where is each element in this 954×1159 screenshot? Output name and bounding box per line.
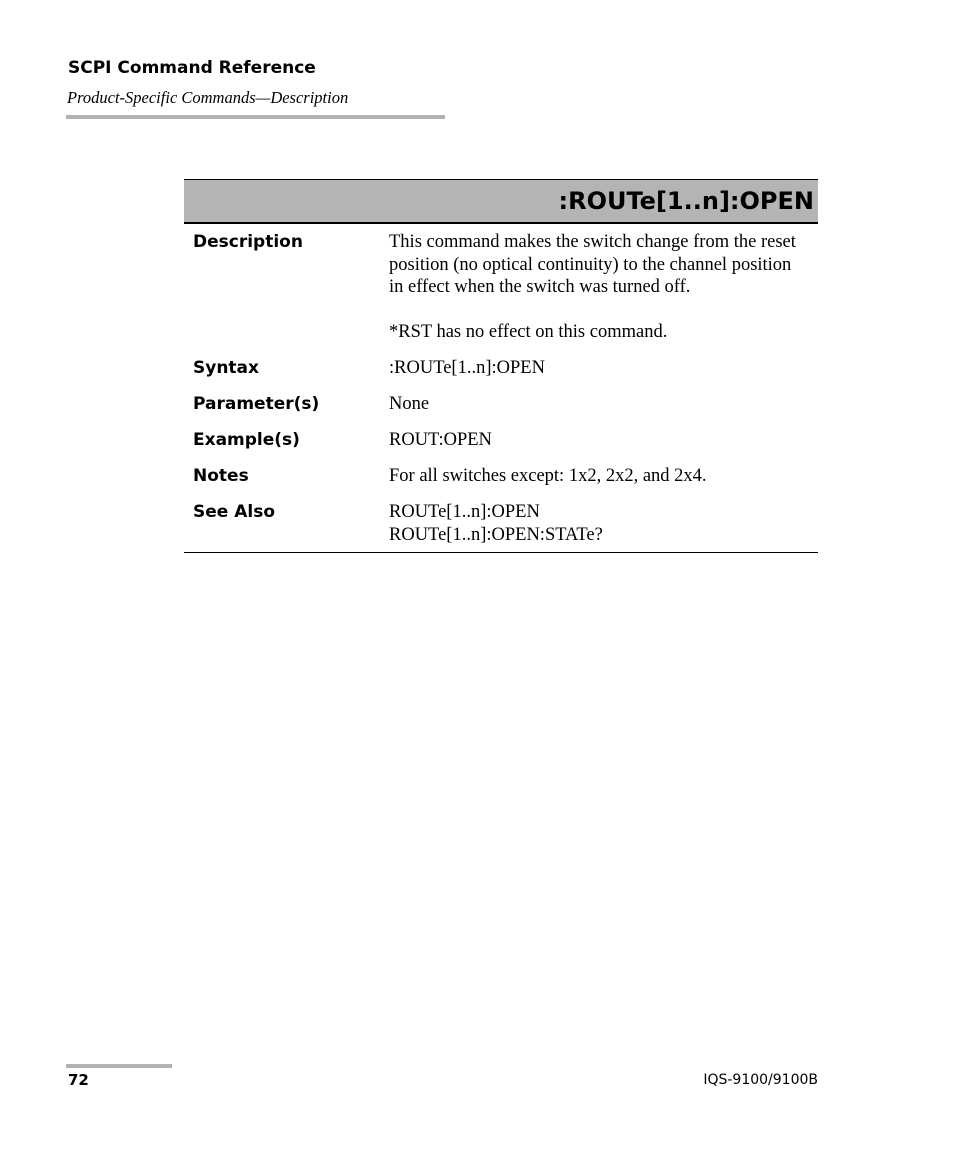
row-value bbox=[389, 357, 809, 380]
row-label: Description bbox=[193, 232, 303, 252]
command-rows bbox=[184, 224, 818, 553]
footer-divider bbox=[66, 1064, 172, 1068]
command-title: :ROUTe[1..n]:OPEN bbox=[558, 187, 814, 215]
row-label: Parameter(s) bbox=[193, 394, 320, 414]
row-value bbox=[389, 501, 809, 546]
page-number: 72 bbox=[68, 1071, 89, 1089]
row-value bbox=[389, 393, 809, 416]
row-label: See Also bbox=[193, 502, 276, 522]
see-also-link: ROUTe[1..n]:OPEN bbox=[389, 502, 540, 522]
see-also-link: ROUTe[1..n]:OPEN:STATe? bbox=[389, 524, 603, 545]
header-divider bbox=[66, 115, 445, 119]
row-value bbox=[389, 429, 809, 452]
row-value bbox=[389, 231, 809, 344]
syntax-line: :ROUTe[1..n]:OPEN bbox=[389, 358, 545, 378]
row-label: Example(s) bbox=[193, 430, 300, 450]
row-notes bbox=[184, 465, 818, 488]
row-value bbox=[389, 465, 809, 488]
command-reference-table bbox=[184, 179, 818, 553]
command-title-bar bbox=[184, 179, 818, 224]
product-name: IQS-9100/9100B bbox=[703, 1072, 818, 1088]
row-parameters bbox=[184, 393, 818, 416]
row-syntax bbox=[184, 357, 818, 380]
section-title: SCPI Command Reference bbox=[68, 58, 316, 78]
notes-line: For all switches except: 1x2, 2x2, and 2x4. bbox=[389, 466, 707, 486]
rst-note-paragraph: *RST has no effect on this command. bbox=[389, 322, 668, 342]
row-label: Syntax bbox=[193, 358, 259, 378]
row-label: Notes bbox=[193, 466, 249, 486]
description-paragraph: This command makes the switch change from the reset position (no optical continuity) to the channel position in effect when the switch was turned off. bbox=[389, 232, 796, 297]
row-see-also bbox=[184, 501, 818, 546]
row-description bbox=[184, 231, 818, 344]
row-examples bbox=[184, 429, 818, 452]
parameters-line: None bbox=[389, 394, 430, 414]
section-subtitle: Product-Specific Commands—Description bbox=[67, 88, 349, 107]
example-line: ROUT:OPEN bbox=[389, 430, 492, 450]
